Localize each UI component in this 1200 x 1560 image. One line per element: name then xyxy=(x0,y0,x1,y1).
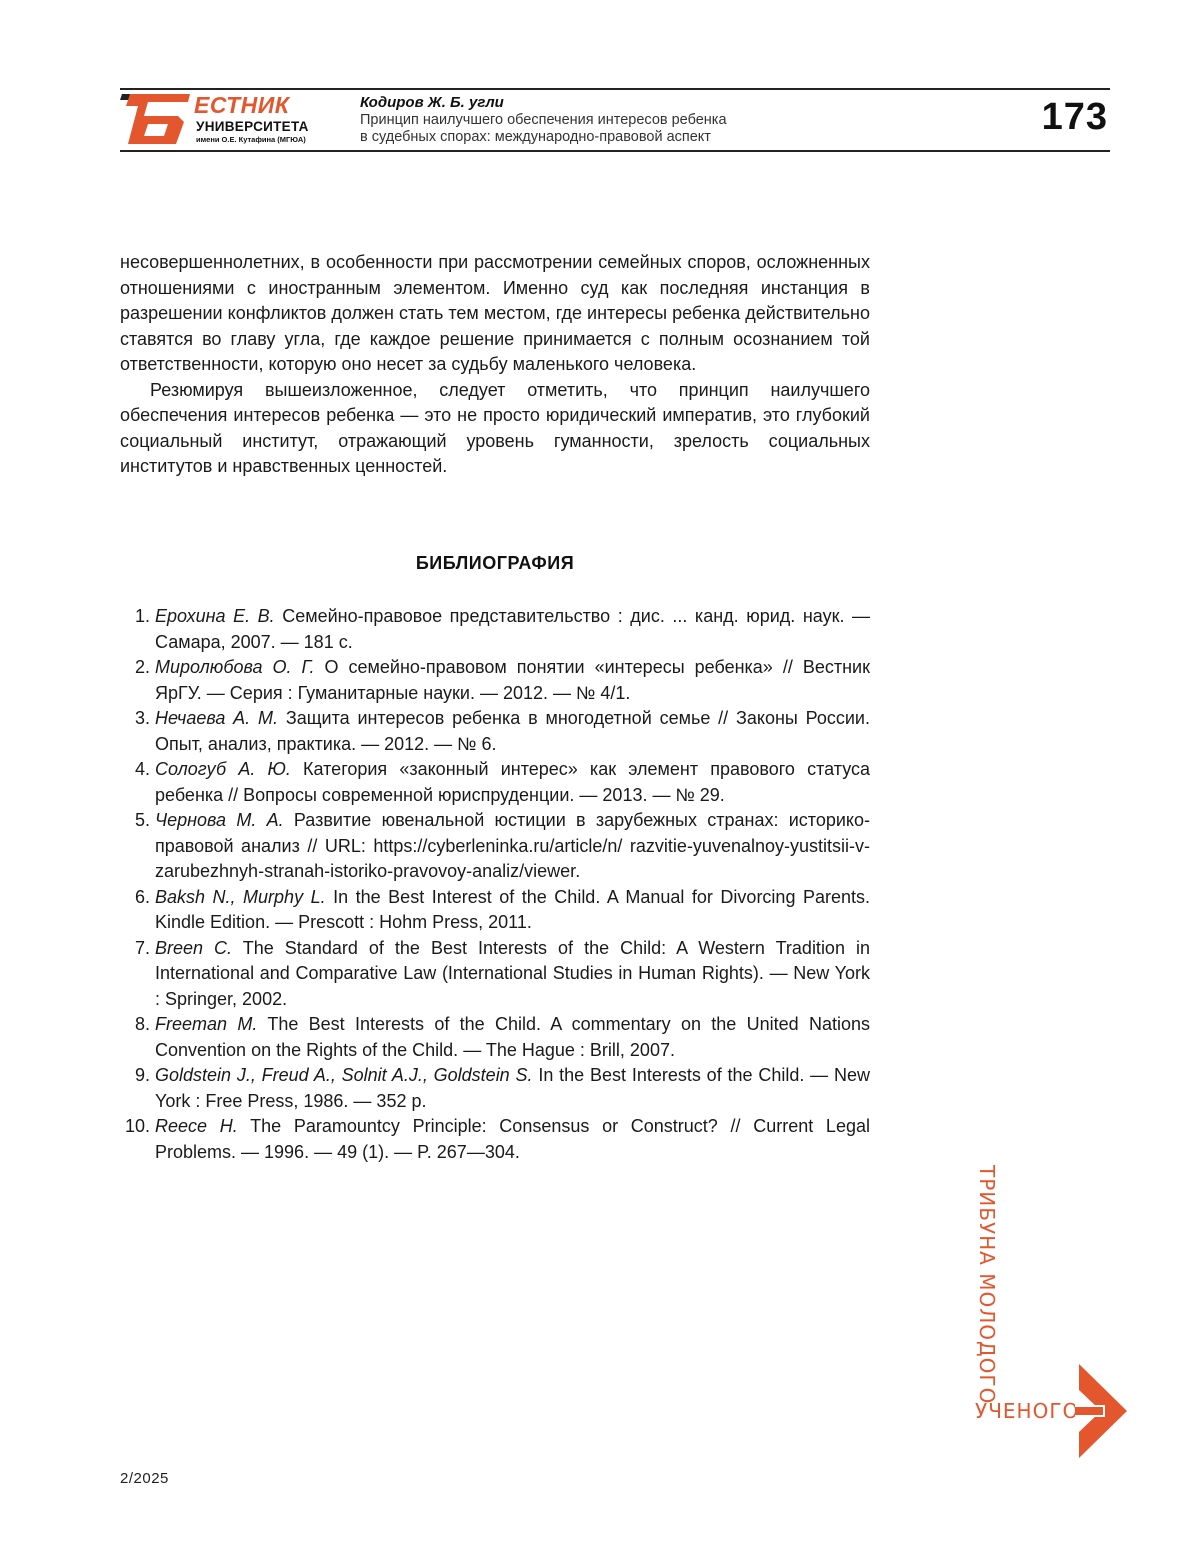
item-text: The Standard of the Best Interests of the Child: A Western Tradition in International and Comparative Law (International Studies in Human Rights). — New York : Springer, 2002. xyxy=(155,938,870,1009)
item-number: 2. xyxy=(120,655,150,681)
item-number: 6. xyxy=(120,885,150,911)
bibliography-item xyxy=(120,655,870,706)
bibliography-item xyxy=(120,1063,870,1114)
item-author: Нечаева А. М. xyxy=(155,708,278,728)
item-number: 10. xyxy=(120,1114,150,1140)
bibliography-item xyxy=(120,936,870,1013)
running-header xyxy=(360,94,920,146)
bibliography-heading: БИБЛИОГРАФИЯ xyxy=(120,553,870,574)
item-text: The Paramountcy Principle: Consensus or Construct? // Current Legal Problems. — 1996. — 49 (1). — P. 267—304. xyxy=(155,1116,870,1162)
item-author: Breen C. xyxy=(155,938,232,958)
item-text: Защита интересов ребенка в многодетной семье // Законы России. Опыт, анализ, практика. — 2012. — № 6. xyxy=(155,708,870,754)
section-arrow-icon xyxy=(1075,1362,1131,1460)
item-author: Freeman M. xyxy=(155,1014,257,1034)
item-number: 9. xyxy=(120,1063,150,1089)
bibliography-item xyxy=(120,885,870,936)
item-text: In the Best Interest of the Child. A Manual for Divorcing Parents. Kindle Edition. — Prescott : Hohm Press, 2011. xyxy=(155,887,870,933)
bibliography-item xyxy=(120,808,870,885)
article-body xyxy=(120,250,870,480)
journal-logo xyxy=(118,92,328,148)
header-author: Кодиров Ж. Б. угли xyxy=(360,94,920,111)
logo-title: ЕСТНИК xyxy=(194,92,289,119)
item-text: Семейно-правовое представительство : дис. ... канд. юрид. наук. — Самара, 2007. — 181 с. xyxy=(155,606,870,652)
bibliography-item xyxy=(120,604,870,655)
item-author: Baksh N., Murphy L. xyxy=(155,887,326,907)
item-text: О семейно-правовом понятии «интересы ребенка» // Вестник ЯрГУ. — Серия : Гуманитарные науки. — 2012. — № 4/1. xyxy=(155,657,870,703)
item-author: Ерохина Е. В. xyxy=(155,606,275,626)
item-number: 5. xyxy=(120,808,150,834)
header-bottom-rule xyxy=(120,150,1110,152)
issue-number: 2/2025 xyxy=(120,1470,169,1487)
item-author: Миролюбова О. Г. xyxy=(155,657,314,677)
page-number: 173 xyxy=(1042,96,1108,139)
item-number: 4. xyxy=(120,757,150,783)
logo-subtitle: УНИВЕРСИТЕТА xyxy=(196,119,309,134)
item-text: In the Best Interests of the Child. — New York : Free Press, 1986. — 352 p. xyxy=(155,1065,870,1111)
item-author: Goldstein J., Freud A., Solnit A.J., Goldstein S. xyxy=(155,1065,533,1085)
item-author: Reece H. xyxy=(155,1116,238,1136)
item-text: Развитие ювенальной юстиции в зарубежных странах: историко-правовой анализ // URL: https://cyberleninka.ru/article/n/ razvitie-yuvenalnoy-yustitsii-v-zarubezhnyh-stranah-istoriko-pravovoy-analiz/viewer. xyxy=(155,810,870,881)
item-text: The Best Interests of the Child. A commentary on the United Nations Convention on the Rights of the Child. — The Hague : Brill, 2007. xyxy=(155,1014,870,1060)
bibliography-item xyxy=(120,706,870,757)
item-text: Категория «законный интерес» как элемент правового статуса ребенка // Вопросы современной юриспруденции. — 2013. — № 29. xyxy=(155,759,870,805)
logo-caption: имени О.Е. Кутафина (МГЮА) xyxy=(196,135,306,144)
bibliography-list xyxy=(120,604,870,1165)
section-label-vertical xyxy=(975,1165,1005,1425)
bibliography-item xyxy=(120,1012,870,1063)
header-title-line-2: в судебных спорах: международно-правовой аспект xyxy=(360,129,920,146)
body-paragraph-1: несовершеннолетних, в особенности при рассмотрении семейных споров, осложненных отношениями с иностранным элементом. Именно суд как последняя инстанция в разрешении конфликтов должен стать тем местом, где интересы ребенка действительно ставятся во главу угла, где каждое решение принимается с полным осознанием той ответственности, которую оно несет за судьбу маленького человека. xyxy=(120,250,870,378)
bibliography-item xyxy=(120,757,870,808)
body-paragraph-2: Резюмируя вышеизложенное, следует отметить, что принцип наилучшего обеспечения интересов ребенка — это не просто юридический императив, это глубокий социальный институт, отражающий уровень гуманности, зрелость социальных институтов и нравственных ценностей. xyxy=(120,378,870,480)
item-number: 1. xyxy=(120,604,150,630)
section-label-vertical-text: ТРИБУНА МОЛОДОГО xyxy=(975,1165,999,1404)
item-number: 7. xyxy=(120,936,150,962)
bibliography-item xyxy=(120,1114,870,1165)
item-number: 8. xyxy=(120,1012,150,1038)
section-label-horizontal: УЧЕНОГО xyxy=(975,1399,1079,1423)
header-title-line-1: Принцип наилучшего обеспечения интересов ребенка xyxy=(360,112,920,129)
item-author: Сологуб А. Ю. xyxy=(155,759,291,779)
header-top-rule xyxy=(120,88,1110,90)
item-number: 3. xyxy=(120,706,150,732)
logo-b-mark-icon xyxy=(118,92,198,148)
item-author: Чернова М. А. xyxy=(155,810,284,830)
